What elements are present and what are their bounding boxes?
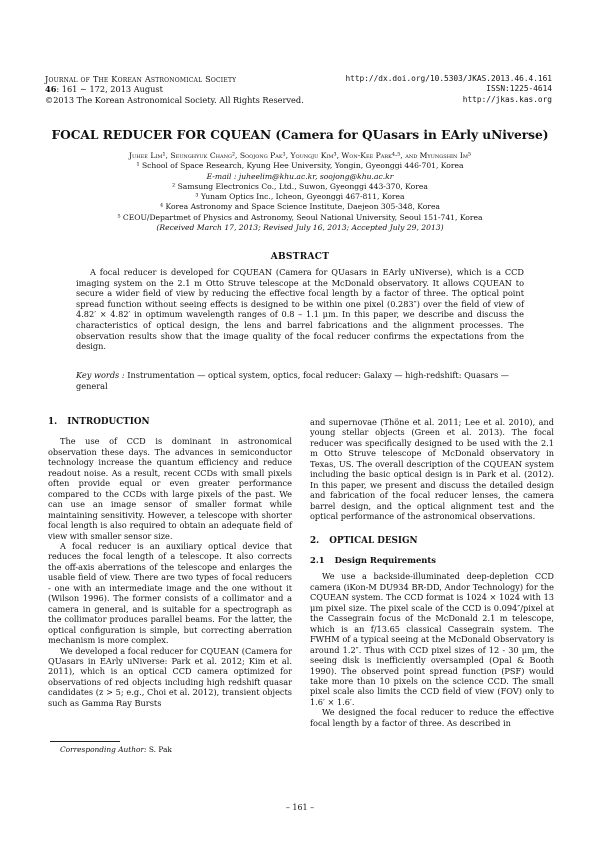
- affiliation-4: ⁴ Korea Astronomy and Space Science Institute, Daejeon 305-348, Korea: [160, 202, 440, 212]
- right-column: [310, 417, 554, 728]
- intro-paragraph-1: The use of CCD is dominant in astronomical observation these days. The advances in semiconductor technology increase the quantum efficiency and reduce readout noise. As a result, recent CCDs with small pixels often provide equal or even greater performance compared to the CCDs with large pixels of the past. We can use an image sensor of smaller format while maintaining sensitivity. However, a telescope with shorter focal length is also required to obtain an adequate field of view with smaller sensor size.: [48, 436, 292, 541]
- author-block: [40, 151, 560, 233]
- keywords: [76, 370, 524, 391]
- page-number: – 161 –: [285, 803, 315, 812]
- subsection-heading-design-requirements: [310, 555, 554, 565]
- corresponding-author-footnote: [60, 745, 172, 754]
- journal-links: [312, 74, 552, 105]
- subsection-title: Design Requirements: [334, 554, 436, 565]
- keywords-label: Key words :: [76, 370, 125, 380]
- footnote-author: S. Pak: [148, 745, 172, 754]
- section-title: INTRODUCTION: [67, 417, 150, 427]
- volume-pages: : 161 ∼ 172, 2013 August: [56, 84, 163, 95]
- design-paragraph-1: We use a backside-illuminated deep-depletion CCD camera (iKon-M DU934 BR-DD, Andor Technology) for the CQUEAN system. The CCD format is 1024 × 1024 with 13 μm pixel size. The pixel scale of the CCD is 0.094″/pixel at the Cassegrain focus of the McDonald 2.1 m telescope, which is an f/13.65 classical Cassegrain system. The FWHM of a typical seeing at the McDonald Observatory is around 1.2″. Thus with CCD pixel sizes of 12 - 30 μm, the seeing disk is inefficiently oversampled (Opal & Booth 1990). The observed point spread function (PSF) would take more than 10 pixels on the science CCD. The small pixel scale also limits the CCD field of view (FOV) only to 1.6′ × 1.6′.: [310, 571, 554, 707]
- section-title: OPTICAL DESIGN: [329, 535, 418, 546]
- paper-title: FOCAL REDUCER FOR CQUEAN (Camera for QUasars in EArly uNiverse): [51, 128, 549, 142]
- journal-url[interactable]: http://jkas.kas.org: [462, 94, 552, 104]
- subsection-number: 2.1: [310, 554, 325, 565]
- section-heading-optical-design: [310, 536, 554, 546]
- intro-paragraph-3: We developed a focal reducer for CQUEAN (Camera for QUasars in EArly uNiverse: Park et al. 2012; Kim et al. 2011), which is an optical CCD camera optimized for observations of red objects including high redshift quasar candidates (z > 5; e.g., Choi et al. 2012), transient objects such as Gamma Ray Bursts: [48, 645, 292, 708]
- received-dates: (Received March 17, 2013; Revised July 16, 2013; Accepted July 29, 2013): [156, 223, 444, 233]
- footnote-label: Corresponding Author:: [60, 745, 147, 754]
- email-line: E-mail : juheelim@khu.ac.kr, soojong@khu.ac.kr: [206, 171, 394, 181]
- author-list: Juhee Lim¹, Seunghyuk Chang², Soojong Pak¹, Youngju Kim³, Won-Kee Park⁴·⁵, and Myungshin Im⁵: [129, 151, 471, 160]
- affiliation-2: ² Samsung Electronics Co., Ltd., Suwon, Gyeonggi 443-370, Korea: [172, 181, 428, 191]
- volume-line: [45, 84, 345, 94]
- left-column: [48, 417, 292, 708]
- footnote-divider: [50, 741, 120, 742]
- journal-name: Journal of The Korean Astronomical Society: [45, 74, 237, 84]
- design-paragraph-2: We designed the focal reducer to reduce the effective focal length by a factor of three. As described in: [310, 707, 554, 728]
- intro-paragraph-2: A focal reducer is an auxiliary optical device that reduces the focal length of a telescope. It also corrects the off-axis aberrations of the telescope and enlarges the usable field of view. There are two types of focal reducers - one with an intermediate image and the one without it (Wilson 1996). The former consists of a collimator and a camera in general, and is suitable for a spectrograph as the collimator produces parallel beams. For the latter, the optical configuration is simple, but correcting aberration mechanism is more complex.: [48, 540, 292, 646]
- affiliation-1: ¹ School of Space Research, Kyung Hee University, Yongin, Gyeonggi 446-701, Korea: [136, 161, 464, 171]
- abstract-text: A focal reducer is developed for CQUEAN (Camera for QUasars in EArly uNiverse), which is a CCD imaging system on the 2.1 m Otto Struve telescope at the McDonald observatory. It allows CQUEAN to secure a wider field of view by reducing the effective focal length by a factor of three. The optical point spread function without seeing effects is designed to be within one pixel (0.283″) over the field of view of 4.82′ × 4.82′ in optimum wavelength ranges of 0.8 – 1.1 μm. In this paper, we describe and discuss the characteristics of optical design, the lens and barrel fabrications and the alignment processes. The observation results show that the image quality of the focal reducer confirms the expectations from the design.: [76, 267, 524, 352]
- section-number: 1.: [48, 417, 58, 427]
- intro-continuation: and supernovae (Thöne et al. 2011; Lee et al. 2010), and young stellar objects (Green et al. 2013). The focal reducer was specifically designed to be used with the 2.1 m Otto Struve telescope of McDonald observatory in Texas, US. The overall description of the CQUEAN system including the basic optical design is in Park et al. (2012). In this paper, we present and discuss the detailed design and fabrication of the focal reducer lenses, the camera barrel design, and the optical alignment test and the optical performance of the astronomical observations.: [310, 417, 554, 522]
- affiliation-3: ³ Yunam Optics Inc., Icheon, Gyeonggi 467-811, Korea: [195, 192, 405, 202]
- journal-header: [45, 74, 345, 105]
- abstract-heading: ABSTRACT: [270, 252, 330, 262]
- doi-link[interactable]: http://dx.doi.org/10.5303/JKAS.2013.46.4.161: [345, 74, 552, 83]
- section-number: 2.: [310, 535, 320, 546]
- volume-number: 46: [45, 84, 57, 95]
- section-heading-introduction: [48, 417, 292, 427]
- issn: ISSN:1225-4614: [486, 84, 552, 94]
- affiliation-5: ⁵ CEOU/Departmet of Physics and Astronomy, Seoul National University, Seoul 151-741, Korea: [117, 212, 483, 222]
- copyright: ©2013 The Korean Astronomical Society. All Rights Reserved.: [45, 94, 304, 105]
- keywords-text: Instrumentation — optical system, optics, focal reducer: Galaxy — high-redshift: Quasars — general: [76, 370, 509, 391]
